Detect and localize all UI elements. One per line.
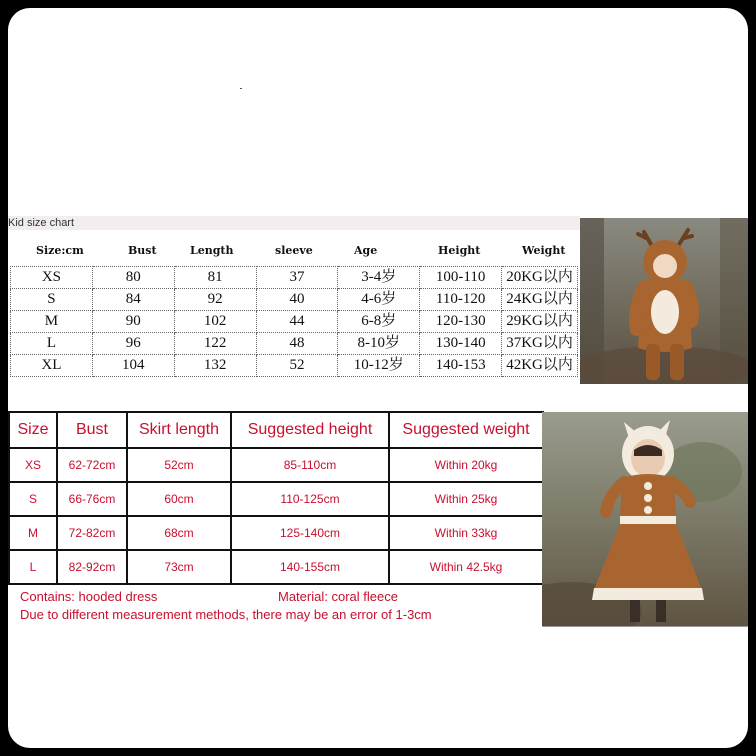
header-age: Age — [354, 244, 378, 257]
header-bust: Bust — [128, 244, 157, 257]
size-chart-1-row — [11, 333, 578, 355]
size-chart-2-cell: 62-72cm — [57, 448, 127, 482]
size-chart-2-cell: 85-110cm — [231, 448, 389, 482]
size-chart-1-cell: 8-10岁 — [338, 333, 420, 355]
size-chart-1-cell: 6-8岁 — [338, 311, 420, 333]
size-chart-1-cell: 81 — [174, 267, 256, 289]
size-chart-1-cell: 84 — [92, 289, 174, 311]
size-chart-2-cell: XS — [9, 448, 57, 482]
reindeer-hooded-dress-photo — [542, 412, 748, 626]
size-chart-2-cell: 125-140cm — [231, 516, 389, 550]
size-chart-2-row — [9, 482, 543, 516]
header-length: Length — [190, 244, 234, 257]
size-chart-2-header — [9, 412, 543, 448]
size-chart-1-cell: 40 — [256, 289, 338, 311]
size-chart-2-cell: 52cm — [127, 448, 231, 482]
size-chart-2-cell: Within 42.5kg — [389, 550, 543, 584]
size-chart-1-cell: 20KG以内 — [502, 267, 578, 289]
size-chart-1-cell: 37 — [256, 267, 338, 289]
size-chart-1-cell: 102 — [174, 311, 256, 333]
contains-note: Contains: hooded dress — [20, 589, 158, 604]
size-chart-2-cell: 73cm — [127, 550, 231, 584]
size-chart-1-cell: 80 — [92, 267, 174, 289]
size-chart-1-cell: 90 — [92, 311, 174, 333]
size-chart-1-row — [11, 355, 578, 377]
size-chart-2-cell: 82-92cm — [57, 550, 127, 584]
size-chart-1-cell: 44 — [256, 311, 338, 333]
size-chart-1-row — [11, 267, 578, 289]
size-chart-1-header — [8, 240, 580, 264]
size-chart-1-cell: 104 — [92, 355, 174, 377]
size-chart-1-cell: 122 — [174, 333, 256, 355]
size-chart-1-cell: M — [11, 311, 93, 333]
size-chart-2-cell: Within 20kg — [389, 448, 543, 482]
size-chart-2-cell: M — [9, 516, 57, 550]
size-chart-1-cell: XS — [11, 267, 93, 289]
size-chart-1-cell: 29KG以内 — [502, 311, 578, 333]
size-chart-1-cell: S — [11, 289, 93, 311]
size-chart-1-cell: 140-153 — [420, 355, 502, 377]
kid-size-chart-title: Kid size chart — [8, 216, 580, 230]
header-size: Size:cm — [36, 244, 84, 257]
size-chart-1-cell: 24KG以内 — [502, 289, 578, 311]
size-chart-1-cell: 92 — [174, 289, 256, 311]
size-chart-2-header-cell: Suggested height — [231, 412, 389, 448]
size-chart-2-cell: 60cm — [127, 482, 231, 516]
size-chart-1-cell: L — [11, 333, 93, 355]
product-image-frame — [8, 8, 748, 748]
size-chart-1-table — [10, 266, 578, 377]
size-chart-2-header-cell: Suggested weight — [389, 412, 543, 448]
size-chart-1-cell: 52 — [256, 355, 338, 377]
size-chart-1-row — [11, 289, 578, 311]
size-chart-2-header-cell: Bust — [57, 412, 127, 448]
size-chart-2-cell: S — [9, 482, 57, 516]
size-chart-2-cell: 66-76cm — [57, 482, 127, 516]
size-chart-2-row — [9, 448, 543, 482]
size-chart-2-header-cell: Skirt length — [127, 412, 231, 448]
size-chart-2-row — [9, 516, 543, 550]
product-notes — [20, 588, 550, 624]
size-chart-1-row — [11, 311, 578, 333]
size-chart-1-cell: 110-120 — [420, 289, 502, 311]
size-chart-2-table — [8, 411, 544, 585]
size-chart-1-cell: 3-4岁 — [338, 267, 420, 289]
material-note: Material: coral fleece — [278, 589, 398, 604]
size-chart-2-cell: 68cm — [127, 516, 231, 550]
size-chart-1-cell: 42KG以内 — [502, 355, 578, 377]
size-chart-1-cell: 37KG以内 — [502, 333, 578, 355]
size-chart-2-cell: L — [9, 550, 57, 584]
size-chart-1-cell: 130-140 — [420, 333, 502, 355]
header-height: Height — [438, 244, 481, 257]
measurement-disclaimer: Due to different measurement methods, there may be an error of 1-3cm — [20, 607, 432, 622]
size-chart-1-cell: 100-110 — [420, 267, 502, 289]
reindeer-onesie-photo — [580, 218, 748, 384]
size-chart-1-cell: 10-12岁 — [338, 355, 420, 377]
size-chart-2-cell: 110-125cm — [231, 482, 389, 516]
header-weight: Weight — [522, 244, 566, 257]
size-chart-1-cell: 132 — [174, 355, 256, 377]
size-chart-2-header-cell: Size — [9, 412, 57, 448]
size-chart-1-cell: 120-130 — [420, 311, 502, 333]
size-chart-2-cell: Within 25kg — [389, 482, 543, 516]
header-sleeve: sleeve — [275, 244, 313, 257]
size-chart-2-row — [9, 550, 543, 584]
size-chart-1-cell: 96 — [92, 333, 174, 355]
size-chart-2-cell: Within 33kg — [389, 516, 543, 550]
size-chart-2-cell: 140-155cm — [231, 550, 389, 584]
size-chart-1-cell: 4-6岁 — [338, 289, 420, 311]
size-chart-1-cell: 48 — [256, 333, 338, 355]
size-chart-1-cell: XL — [11, 355, 93, 377]
size-chart-2-cell: 72-82cm — [57, 516, 127, 550]
